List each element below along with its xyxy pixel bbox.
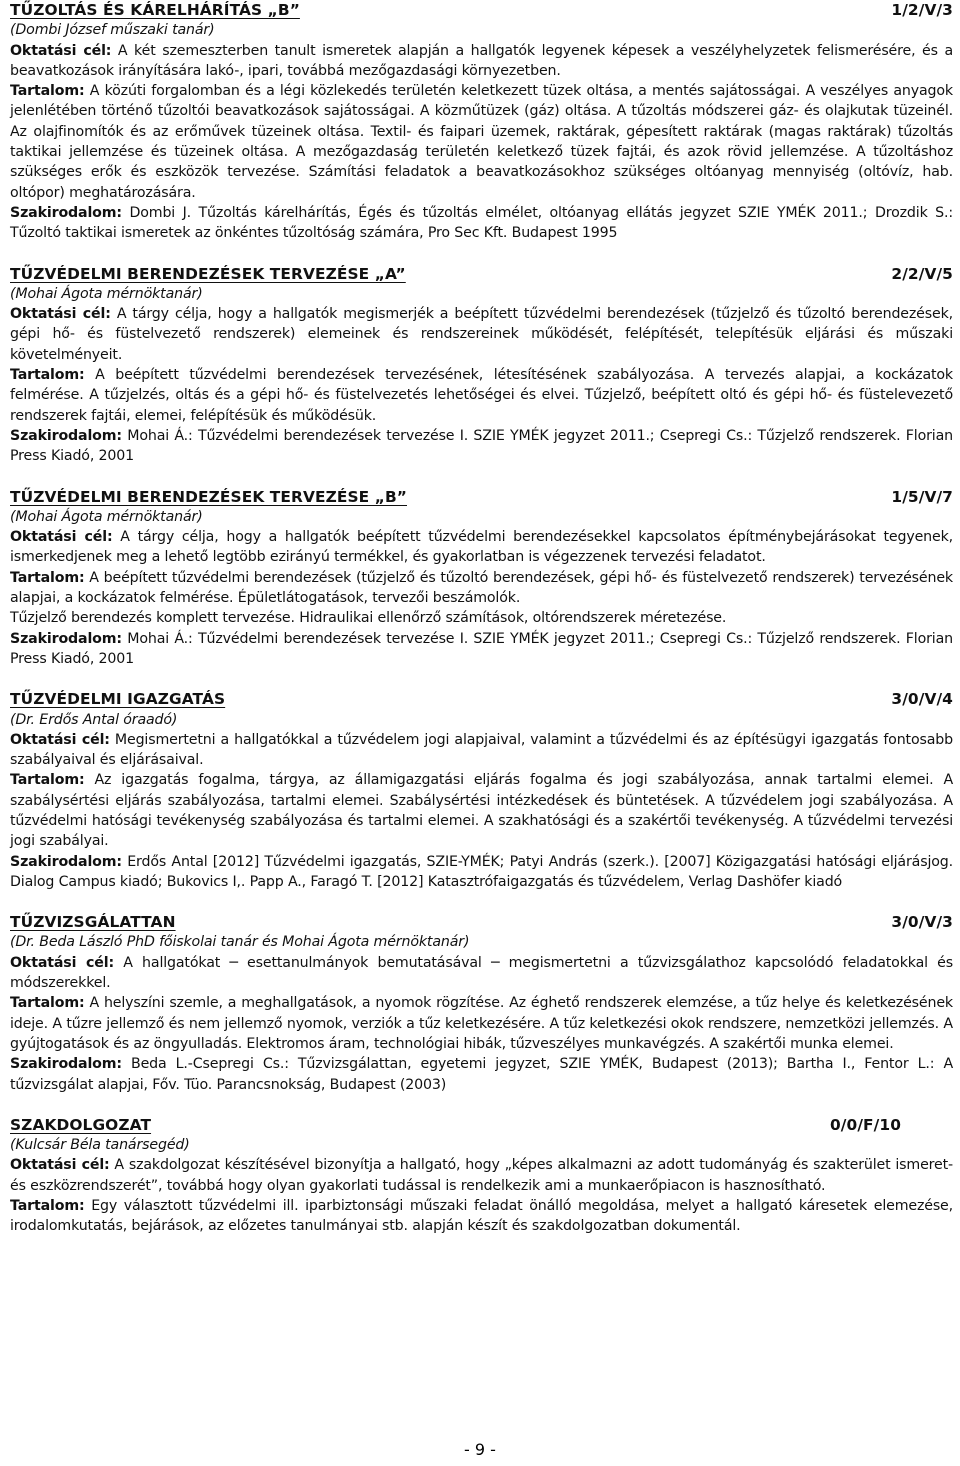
course-literature bbox=[10, 203, 953, 244]
course-title: TŰZVÉDELMI BERENDEZÉSEK TERVEZÉSE „A” bbox=[10, 264, 406, 283]
course-goal bbox=[10, 953, 953, 994]
content-text: A közúti forgalomban és a légi közlekedés területén keletkezett tüzek oltása, a mentés sajátosságai. A veszélyes anyagok jelenlétében történő tűzoltói beavatkozások sajátosságai. A közműtüzek (gáz) oltása. A tűzoltás módszerei gáz- és olajkutak tüzeinél. Az olajfinomítók és az erőművek tüzeinek oltása. Textil- és faipari üzemek, raktárak, gépesített raktárak (magas raktárak) tűzoltás taktikai jellemzése és tüzeinek oltása. A mezőgazdaság területén keletkező tüzek fajtái, és azok rövid jellemzése. A tűzoltáshoz szükséges erők és eszközök tervezése. Számítási feladatok a beavatkozásokhoz szükséges oltóanyag mennyiség (oltóvíz, hab. oltópor) meghatározására. bbox=[10, 83, 953, 201]
course-literature bbox=[10, 1054, 953, 1095]
literature-label: Szakirodalom: bbox=[10, 204, 122, 221]
course-instructor: (Dr. Erdős Antal óraadó) bbox=[10, 711, 178, 728]
course-instructor: (Kulcsár Béla tanársegéd) bbox=[10, 1137, 190, 1154]
course-szakdolgozat bbox=[10, 1115, 953, 1237]
course-header bbox=[10, 0, 953, 20]
document-page bbox=[10, 0, 953, 1237]
literature-text: Mohai Á.: Tűzvédelmi berendezések tervezése I. SZIE YMÉK jegyzet 2011.; Csepregi Cs.: Tűzjelző rendszerek. Florian Press Kiadó, 2001 bbox=[10, 630, 953, 667]
course-instructor: (Mohai Ágota mérnöktanár) bbox=[10, 285, 203, 302]
course-credits: 3/0/V/3 bbox=[891, 913, 953, 932]
course-content bbox=[10, 365, 953, 426]
goal-label: Oktatási cél: bbox=[10, 731, 110, 748]
goal-text: A szakdolgozat készítésével bizonyítja a hallgató, hogy „képes alkalmazni az adott tudományág és szakterület ismeret- és eszközrendszerét”, továbbá hogy olyan gyakorlati tudással is rendelkezik ami a munkaerőpiacon is hasznosítható. bbox=[10, 1157, 954, 1194]
course-header bbox=[10, 912, 953, 932]
course-instructor: (Dr. Beda László PhD főiskolai tanár és Mohai Ágota mérnöktanár) bbox=[10, 934, 470, 951]
course-credits: 1/5/V/7 bbox=[891, 487, 953, 506]
course-content bbox=[10, 1196, 953, 1237]
content-label: Tartalom: bbox=[10, 569, 85, 586]
content-label: Tartalom: bbox=[10, 367, 85, 384]
course-literature bbox=[10, 852, 953, 893]
course-berendezesek-b bbox=[10, 487, 953, 670]
course-header bbox=[10, 1115, 953, 1135]
course-title: TŰZOLTÁS ÉS KÁRELHÁRÍTÁS „B” bbox=[10, 1, 300, 19]
content-text: Az igazgatás fogalma, tárgya, az államigazgatási eljárás fogalma és jogi szabályozása, annak tartalmi elemei. A szabálysértési eljárás szabályozása, tartalmi elemei. Szabálysértési intézkedések és büntetések. A tűzvédelem jogi szabályozása. A tűzvédelmi hatósági tevékenység szabályozása és tartalmi elemei. A szakhatósági és a szakértői tevékenység. A tűzvédelmi tervezési jogi szabályai. bbox=[10, 772, 953, 850]
goal-text: A két szemeszterben tanult ismeretek alapján a hallgatók legyenek képesek a veszélyhelyzetek felismerésére, és a beavatkozások irányítására lakó-, ipari, továbbá mezőgazdasági környezetben. bbox=[10, 42, 953, 79]
course-title: TŰZVÉDELMI BERENDEZÉSEK TERVEZÉSE „B” bbox=[10, 487, 407, 506]
goal-text: Megismertetni a hallgatókkal a tűzvédelem jogi alapjaival, valamint a tűzvédelmi és az építésügyi igazgatás fontosabb szabályaival és eljárásaival. bbox=[10, 731, 953, 769]
goal-text: A tárgy célja, hogy a hallgatók megismerjék a beépített tűzvédelmi berendezések (tűzjelző és tűzoltó berendezések, gépi hő- és füstelvezető rendszerek) elemeinek és rendszereinek működését, felépítését, telepítésük eljárási és műszaki követelményeit. bbox=[10, 306, 953, 363]
literature-text: Erdős Antal [2012] Tűzvédelmi igazgatás, SZIE-YMÉK; Patyi András (szerk.). [2007] Közigazgatási hatósági eljárásjog. Dialog Campus kiadó; Bukovics I,. Papp A., Faragó T. [2012] Katasztrófaigazgatás és tűzvédelem, Verlag Dashöfer kiadó bbox=[10, 853, 953, 890]
course-credits: 0/0/F/10 bbox=[830, 1115, 902, 1134]
course-title: TŰZVIZSGÁLATTAN bbox=[10, 913, 176, 932]
course-content bbox=[10, 81, 953, 203]
content-text: A beépített tűzvédelmi berendezések (tűzjelző és tűzoltó berendezések, gépi hő- és füstelvezető rendszerek) tervezésének alapjai, a kockázatok felmérése. Épületlátogatások, tervezői beszámolók. bbox=[10, 569, 953, 607]
course-header bbox=[10, 264, 953, 284]
course-tuzoltas-b bbox=[10, 0, 953, 244]
course-content bbox=[10, 993, 953, 1054]
course-title: TŰZVÉDELMI IGAZGATÁS bbox=[10, 690, 226, 709]
literature-label: Szakirodalom: bbox=[10, 630, 122, 647]
literature-text: Dombi J. Tűzoltás kárelhárítás, Égés és tűzoltás elmélet, oltóanyag ellátás jegyzet SZIE YMÉK 2011.; Drozdik S.: Tűzoltó taktikai ismeretek az önkéntes tűzoltóság számára, Pro Sec Kft. Budapest 1995 bbox=[10, 204, 953, 242]
course-goal bbox=[10, 41, 953, 82]
goal-label: Oktatási cél: bbox=[10, 1157, 110, 1174]
content-label: Tartalom: bbox=[10, 83, 85, 100]
content-label: Tartalom: bbox=[10, 1198, 85, 1215]
content-text: A beépített tűzvédelmi berendezések tervezésének, létesítésének szabályozása. A tervezés alapjai, a kockázatok felmérése. A tűzjelzés, oltás és a gépi hő- és füstelvezetés lehetőségei és elvei. Tűzjelző, beépített oltó és gépi hő- és füstelevezető rendszerek fajtái, elemei, felépítésük és működésük. bbox=[10, 367, 953, 424]
course-content-extra: Tűzjelző berendezés komplett tervezése. Hidraulikai ellenőrző számítások, oltórendszerek méretezése. bbox=[10, 610, 727, 627]
course-content bbox=[10, 770, 953, 851]
literature-text: Mohai Á.: Tűzvédelmi berendezések tervezése I. SZIE YMÉK jegyzet 2011.; Csepregi Cs.: Tűzjelző rendszerek. Florian Press Kiadó, 2001 bbox=[10, 427, 953, 465]
course-goal bbox=[10, 304, 953, 365]
page-number: - 9 - bbox=[464, 1440, 496, 1459]
goal-label: Oktatási cél: bbox=[10, 954, 114, 971]
content-label: Tartalom: bbox=[10, 772, 85, 789]
goal-text: A hallgatókat ─ esettanulmányok bemutatásával ─ megismertetni a tűzvizsgálathoz kapcsolódó feladatokkal és módszerekkel. bbox=[10, 954, 953, 992]
course-credits: 1/2/V/3 bbox=[891, 1, 953, 19]
course-literature bbox=[10, 629, 953, 670]
course-goal bbox=[10, 1155, 953, 1196]
course-goal bbox=[10, 730, 953, 771]
content-text: Egy választott tűzvédelmi ill. iparbiztonsági műszaki feladat önálló megoldása, melyet a hallgató káresetek elemezése, irodalomkutatás, bejárások, az előzetes tanulmányai stb. alapján készít és szakdolgozatban dokumentál. bbox=[10, 1198, 953, 1235]
course-goal bbox=[10, 527, 953, 568]
course-instructor: (Dombi József műszaki tanár) bbox=[10, 22, 215, 39]
course-credits: 2/2/V/5 bbox=[891, 264, 953, 283]
literature-text: Beda L.-Csepregi Cs.: Tűzvizsgálattan, egyetemi jegyzet, SZIE YMÉK, Budapest (2013); Bartha I., Fentor L.: A tűzvizsgálat alapjai, Főv. Tüo. Parancsnokság, Budapest (2003) bbox=[10, 1056, 953, 1093]
course-credits: 3/0/V/4 bbox=[891, 690, 953, 709]
literature-label: Szakirodalom: bbox=[10, 1056, 122, 1073]
literature-label: Szakirodalom: bbox=[10, 427, 122, 444]
course-header bbox=[10, 689, 953, 709]
course-content bbox=[10, 568, 953, 609]
course-title: SZAKDOLGOZAT bbox=[10, 1115, 152, 1134]
content-text: A helyszíni szemle, a meghallgatások, a nyomok rögzítése. Az éghető rendszerek elemzése, a tűz helye és keletkezésének ideje. A tűzre jellemző és nem jellemző nyomok, verziók a tűz keletkezésére. A tűz keletkezési okok rendszere, nemzetközi jellemzés. A gyújtogatások és az öngyulladás. Elektromos áram, technológiai hibák, tűzveszélyes munkavégzés. A szakértői munka elemei. bbox=[10, 995, 953, 1052]
course-instructor: (Mohai Ágota mérnöktanár) bbox=[10, 508, 203, 525]
course-header bbox=[10, 487, 953, 507]
goal-label: Oktatási cél: bbox=[10, 42, 112, 59]
course-literature bbox=[10, 426, 953, 467]
course-berendezesek-a bbox=[10, 264, 953, 467]
course-igazgatas bbox=[10, 689, 953, 892]
goal-label: Oktatási cél: bbox=[10, 306, 111, 323]
content-label: Tartalom: bbox=[10, 995, 85, 1012]
literature-label: Szakirodalom: bbox=[10, 853, 122, 870]
goal-text: A tárgy célja, hogy a hallgatók beépített tűzvédelmi berendezésekkel kapcsolatos építménybejárásokat tegyenek, ismerkedjenek meg a lehető legtöbb ezirányú termékkel, és gyakorlatban is végezzenek tervezési feladatot. bbox=[10, 529, 953, 566]
goal-label: Oktatási cél: bbox=[10, 529, 113, 546]
course-tuzvizsgalattan bbox=[10, 912, 953, 1095]
